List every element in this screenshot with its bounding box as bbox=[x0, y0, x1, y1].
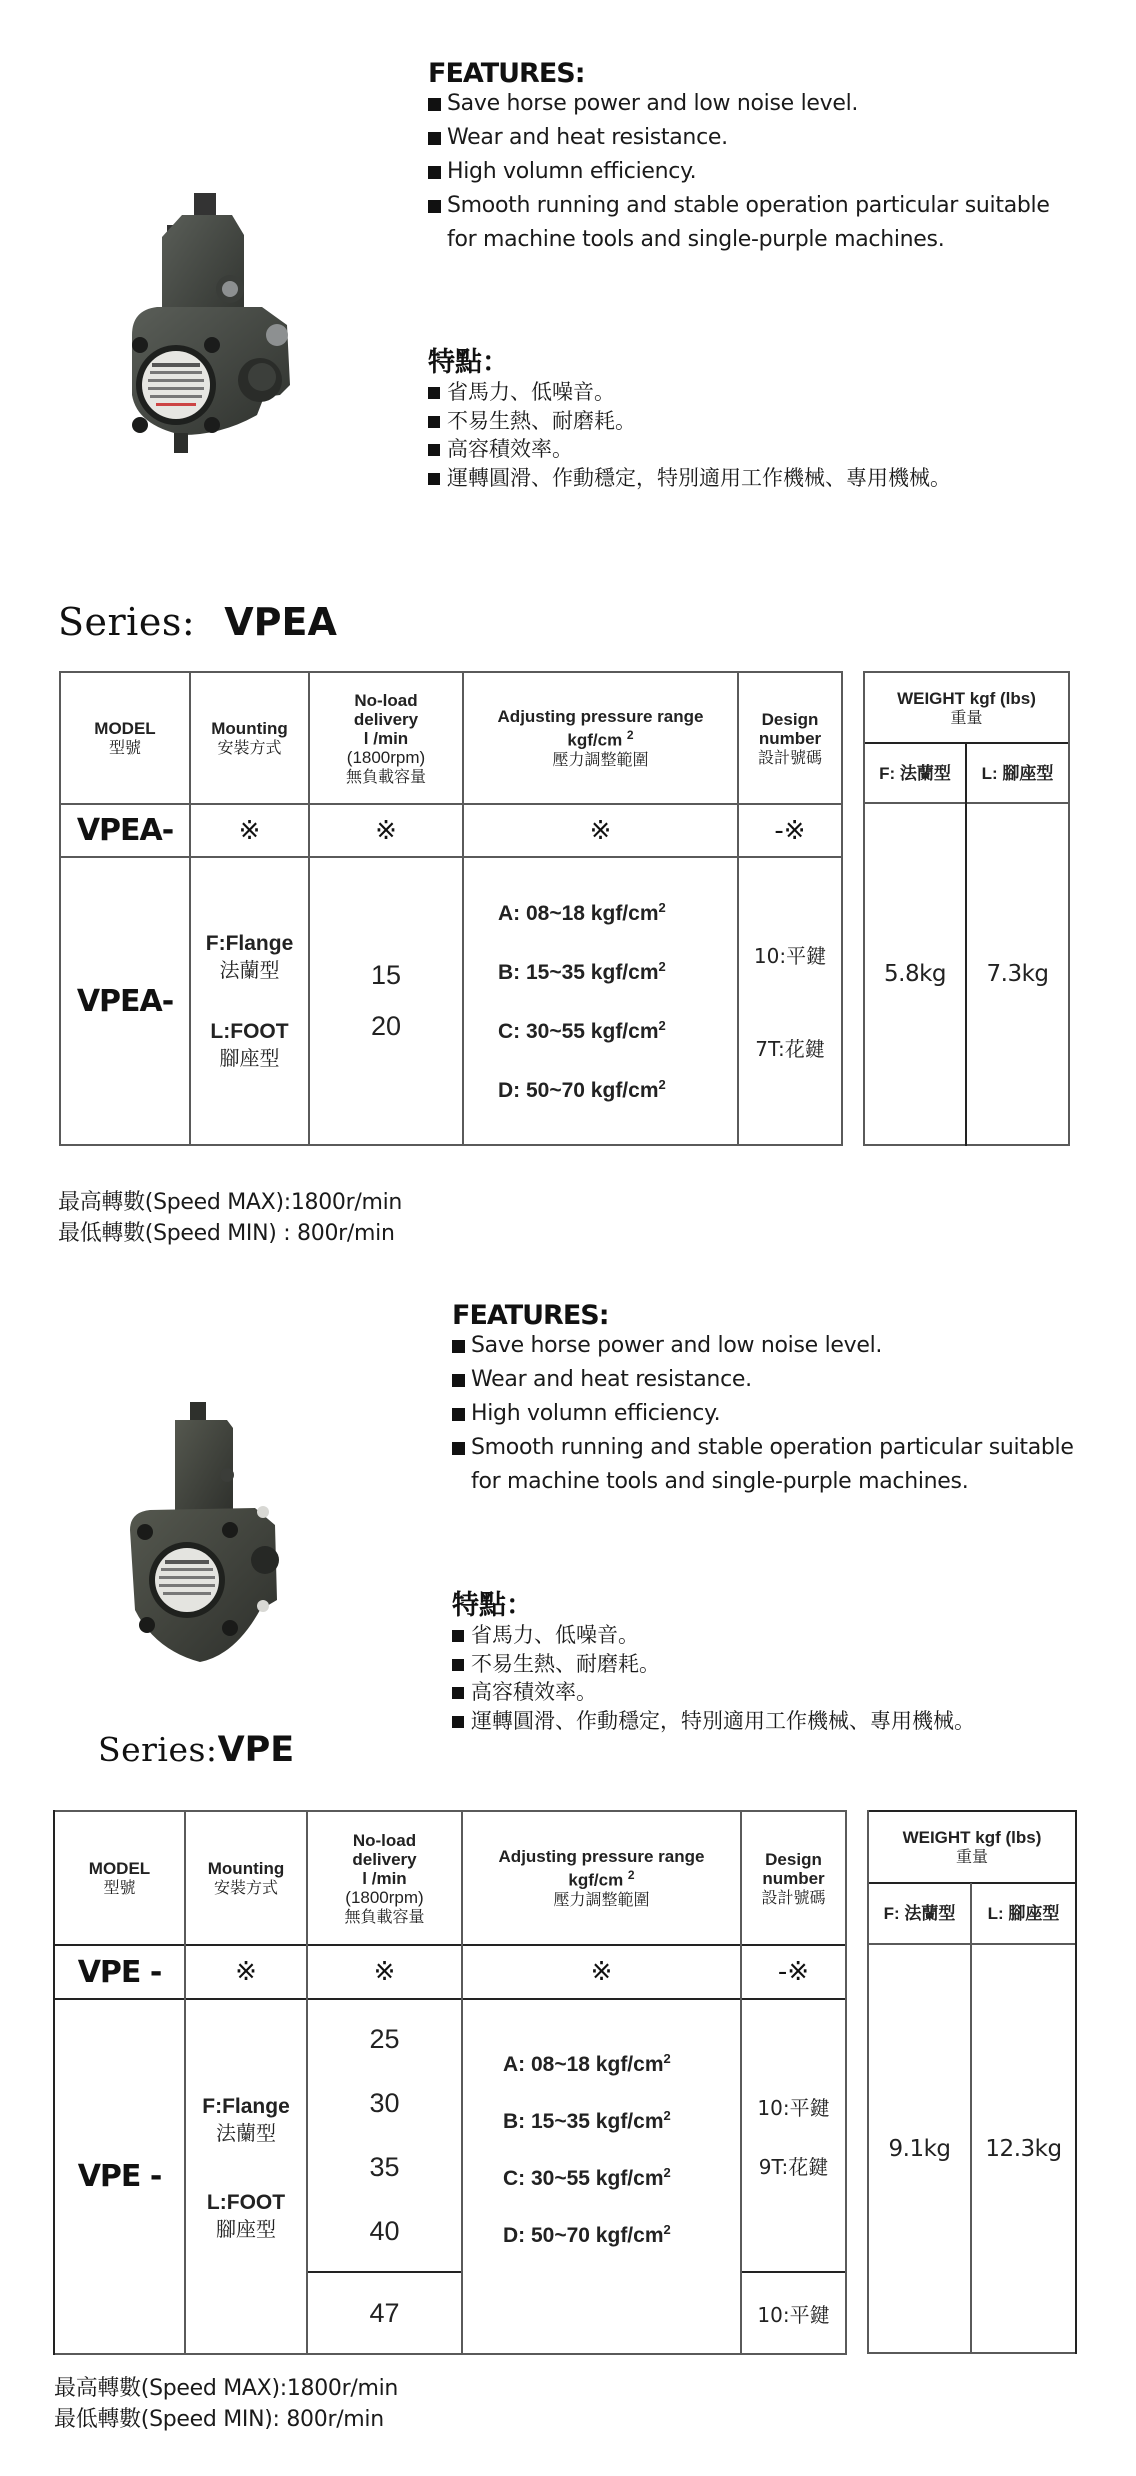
feature-zh-item: 運轉圓滑、作動穩定，特別適用工作機械、專用機械。 bbox=[428, 464, 951, 493]
weight-foot-value: 12.3kg bbox=[985, 2135, 1062, 2162]
feature-item: Smooth running and stable operation particular suitable bbox=[452, 1431, 1074, 1465]
feature-zh-item: 不易生熱、耐磨耗。 bbox=[428, 407, 951, 436]
feature-item: High volumn efficiency. bbox=[452, 1397, 1074, 1431]
feature-item: Wear and heat resistance. bbox=[452, 1363, 1074, 1397]
speed-max: 最高轉數(Speed MAX):1800r/min bbox=[58, 1190, 403, 1215]
bullet-square-icon bbox=[428, 444, 440, 456]
bullet-square-icon bbox=[452, 1687, 464, 1699]
features-zh-list bbox=[428, 378, 951, 492]
features-list bbox=[452, 1329, 1074, 1499]
series-label: Series: bbox=[58, 600, 196, 644]
feature-item: Wear and heat resistance. bbox=[428, 121, 1050, 155]
data-mounting: F:Flange 法蘭型 L:FOOT 腳座型 bbox=[205, 932, 294, 1070]
code-design: -※ bbox=[777, 1957, 810, 1987]
bullet-square-icon bbox=[428, 200, 441, 213]
header-design: Design number 設計號碼 bbox=[757, 709, 822, 767]
header-mounting: Mounting 安裝方式 bbox=[207, 1859, 285, 1897]
weight-flange-value: 5.8kg bbox=[884, 961, 946, 987]
data-pressure: A: 08~18 kgf/$cm^2$ B: 15~35 kgf/$cm^2$ C: 30~55 kgf/$cm^2$ D: 50~70 kgf/$cm^2$ bbox=[503, 2051, 671, 2247]
code-pressure: ※ bbox=[590, 1957, 613, 1987]
bullet-square-icon bbox=[428, 473, 440, 485]
table-border bbox=[59, 1144, 843, 1146]
table-border bbox=[1075, 1810, 1077, 2354]
features-title: FEATURES: bbox=[452, 1300, 609, 1331]
speed-min: 最低轉數(Speed MIN): 800r/min bbox=[54, 2407, 384, 2432]
header-design: Design number 設計號碼 bbox=[761, 1849, 826, 1907]
bullet-square-icon bbox=[428, 416, 440, 428]
series-title bbox=[58, 600, 337, 644]
feature-zh-item: 省馬力、低噪音。 bbox=[452, 1621, 975, 1650]
code-delivery: ※ bbox=[373, 1957, 396, 1987]
table-border bbox=[53, 2353, 847, 2355]
feature-zh-item: 高容積效率。 bbox=[452, 1678, 975, 1707]
weight-header: WEIGHT kgf (lbs) 重量 bbox=[902, 1828, 1042, 1866]
header-model: MODEL 型號 bbox=[88, 1859, 151, 1897]
header-model: MODEL 型號 bbox=[94, 719, 156, 757]
table-border bbox=[867, 2352, 1077, 2354]
speed-info bbox=[54, 2373, 398, 2435]
features-zh-title: 特點： bbox=[452, 1590, 533, 1621]
feature-item: Save horse power and low noise level. bbox=[428, 87, 1050, 121]
weight-col-foot: L: 腳座型 bbox=[981, 763, 1054, 783]
weight-col-flange: F: 法蘭型 bbox=[883, 1904, 956, 1923]
bullet-square-icon bbox=[452, 1408, 465, 1421]
bullet-square-icon bbox=[452, 1374, 465, 1387]
data-design-extra: 10:平鍵 bbox=[757, 2302, 830, 2327]
bullet-square-icon bbox=[452, 1630, 464, 1642]
feature-item: Smooth running and stable operation particular suitable bbox=[428, 189, 1050, 223]
data-delivery: 15 20 bbox=[370, 960, 402, 1041]
header-delivery: No-load delivery l /min (1800rpm) 無負載容量 bbox=[345, 690, 426, 786]
data-model: VPE - bbox=[77, 2159, 162, 2194]
data-delivery: 25 30 35 40 bbox=[369, 2024, 400, 2246]
header-pressure: Adjusting pressure range kgf/cm $^2$ 壓力調整範圍 bbox=[497, 707, 704, 769]
vpe-pump-image bbox=[115, 1400, 290, 1665]
table-border bbox=[845, 1810, 847, 2355]
weight-header: WEIGHT kgf (lbs) 重量 bbox=[897, 688, 1036, 727]
feature-zh-item: 不易生熱、耐磨耗。 bbox=[452, 1650, 975, 1679]
bullet-square-icon bbox=[452, 1340, 465, 1353]
vpea-pump-image bbox=[112, 185, 312, 470]
bullet-square-icon bbox=[452, 1659, 464, 1671]
feature-zh-item: 省馬力、低噪音。 bbox=[428, 378, 951, 407]
code-design: -※ bbox=[774, 815, 806, 846]
features-zh-title: 特點： bbox=[428, 347, 509, 378]
bullet-square-icon bbox=[452, 1442, 465, 1455]
code-model: VPE - bbox=[77, 1954, 162, 1990]
data-pressure: A: 08~18 kgf/$cm^2$ B: 15~35 kgf/$cm^2$ C: 30~55 kgf/$cm^2$ D: 50~70 kgf/$cm^2$ bbox=[498, 899, 666, 1102]
data-design: 10:平鍵 9T:花鍵 bbox=[757, 2095, 830, 2179]
table-border bbox=[1068, 671, 1070, 1146]
code-delivery: ※ bbox=[375, 815, 397, 846]
feature-zh-item: 高容積效率。 bbox=[428, 435, 951, 464]
feature-item: Save horse power and low noise level. bbox=[452, 1329, 1074, 1363]
series-name: VPE bbox=[217, 1730, 295, 1770]
bullet-square-icon bbox=[428, 98, 441, 111]
series-label: Series: bbox=[98, 1730, 218, 1769]
header-delivery: No-load delivery l /min (1800rpm) 無負載容量 bbox=[344, 1830, 425, 1926]
data-design: 10:平鍵 7T:花鍵 bbox=[753, 944, 827, 1061]
weight-flange-value: 9.1kg bbox=[888, 2135, 951, 2162]
weight-col-foot: L: 腳座型 bbox=[987, 1904, 1060, 1923]
data-delivery-extra: 47 bbox=[369, 2297, 400, 2328]
features-title: FEATURES: bbox=[428, 58, 585, 89]
speed-max: 最高轉數(Speed MAX):1800r/min bbox=[54, 2376, 399, 2401]
features-list bbox=[428, 87, 1050, 257]
code-model: VPEA- bbox=[76, 813, 174, 848]
feature-item-continuation: for machine tools and single-purple machines. bbox=[471, 1469, 969, 1494]
series-name: VPEA bbox=[224, 600, 337, 644]
feature-item-continuation: for machine tools and single-purple machines. bbox=[447, 227, 945, 252]
feature-item: High volumn efficiency. bbox=[428, 155, 1050, 189]
feature-zh-item: 運轉圓滑、作動穩定，特別適用工作機械、專用機械。 bbox=[452, 1707, 975, 1736]
data-mounting: F:Flange 法蘭型 L:FOOT 腳座型 bbox=[202, 2095, 290, 2241]
code-mounting: ※ bbox=[235, 1957, 257, 1987]
series-title bbox=[98, 1730, 294, 1770]
speed-min: 最低轉數(Speed MIN) : 800r/min bbox=[58, 1221, 395, 1246]
bullet-square-icon bbox=[428, 387, 440, 399]
header-pressure: Adjusting pressure range kgf/cm $^2$ 壓力調整範圍 bbox=[498, 1847, 705, 1909]
table-border bbox=[841, 671, 843, 1146]
speed-info bbox=[58, 1187, 402, 1249]
data-model: VPEA- bbox=[76, 983, 174, 1019]
weight-foot-value: 7.3kg bbox=[986, 961, 1049, 987]
bullet-square-icon bbox=[452, 1716, 464, 1728]
bullet-square-icon bbox=[428, 166, 441, 179]
code-mounting: ※ bbox=[238, 815, 261, 846]
code-pressure: ※ bbox=[589, 815, 612, 846]
header-mounting: Mounting 安裝方式 bbox=[211, 719, 288, 757]
weight-col-flange: F: 法蘭型 bbox=[879, 763, 951, 783]
bullet-square-icon bbox=[428, 132, 441, 145]
features-zh-list bbox=[452, 1621, 975, 1735]
